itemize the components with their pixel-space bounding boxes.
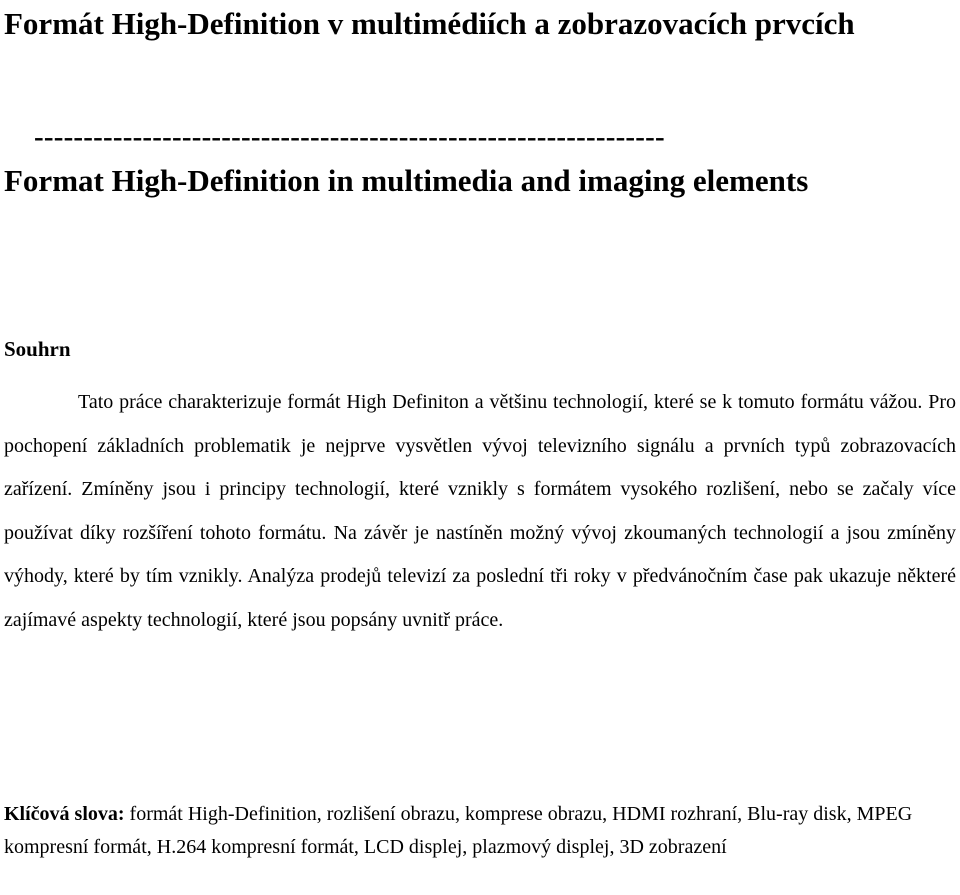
title-czech: Formát High-Definition v multimédiích a zobrazovacích prvcích xyxy=(4,6,855,41)
abstract-heading: Souhrn xyxy=(4,337,71,361)
title-english: Format High-Definition in multimedia and imaging elements xyxy=(4,163,809,198)
title-separator: ---------------------------------------------------------------- xyxy=(34,121,665,153)
keywords-paragraph xyxy=(4,798,956,864)
keywords-text: formát High-Definition, rozlišení obrazu, komprese obrazu, HDMI rozhraní, Blu-ray disk, MPEG kompresní formát, H.264 kompresní formát, LCD displej, plazmový displej, 3D zobrazení xyxy=(4,803,913,858)
abstract-text: Tato práce charakterizuje formát High Definiton a většinu technologií, které se k tomuto formátu vážou. Pro pochopení základních problematik je nejprve vysvětlen vývoj televizního signálu a prvních typů zobrazovacích zařízení. Zmíněny jsou i principy technologií, které vznikly s formátem vysokého rozlišení, nebo se začaly více používat díky rozšíření tohoto formátu. Na závěr je nastíněn možný vývoj zkoumaných technologií a jsou zmíněny výhody, které by tím vznikly. Analýza prodejů televizí za poslední tři roky v předvánočním čase pak ukazuje některé zajímavé aspekty technologií, které jsou popsány uvnitř práce. xyxy=(4,391,956,631)
keywords-label: Klíčová slova: xyxy=(4,803,125,825)
